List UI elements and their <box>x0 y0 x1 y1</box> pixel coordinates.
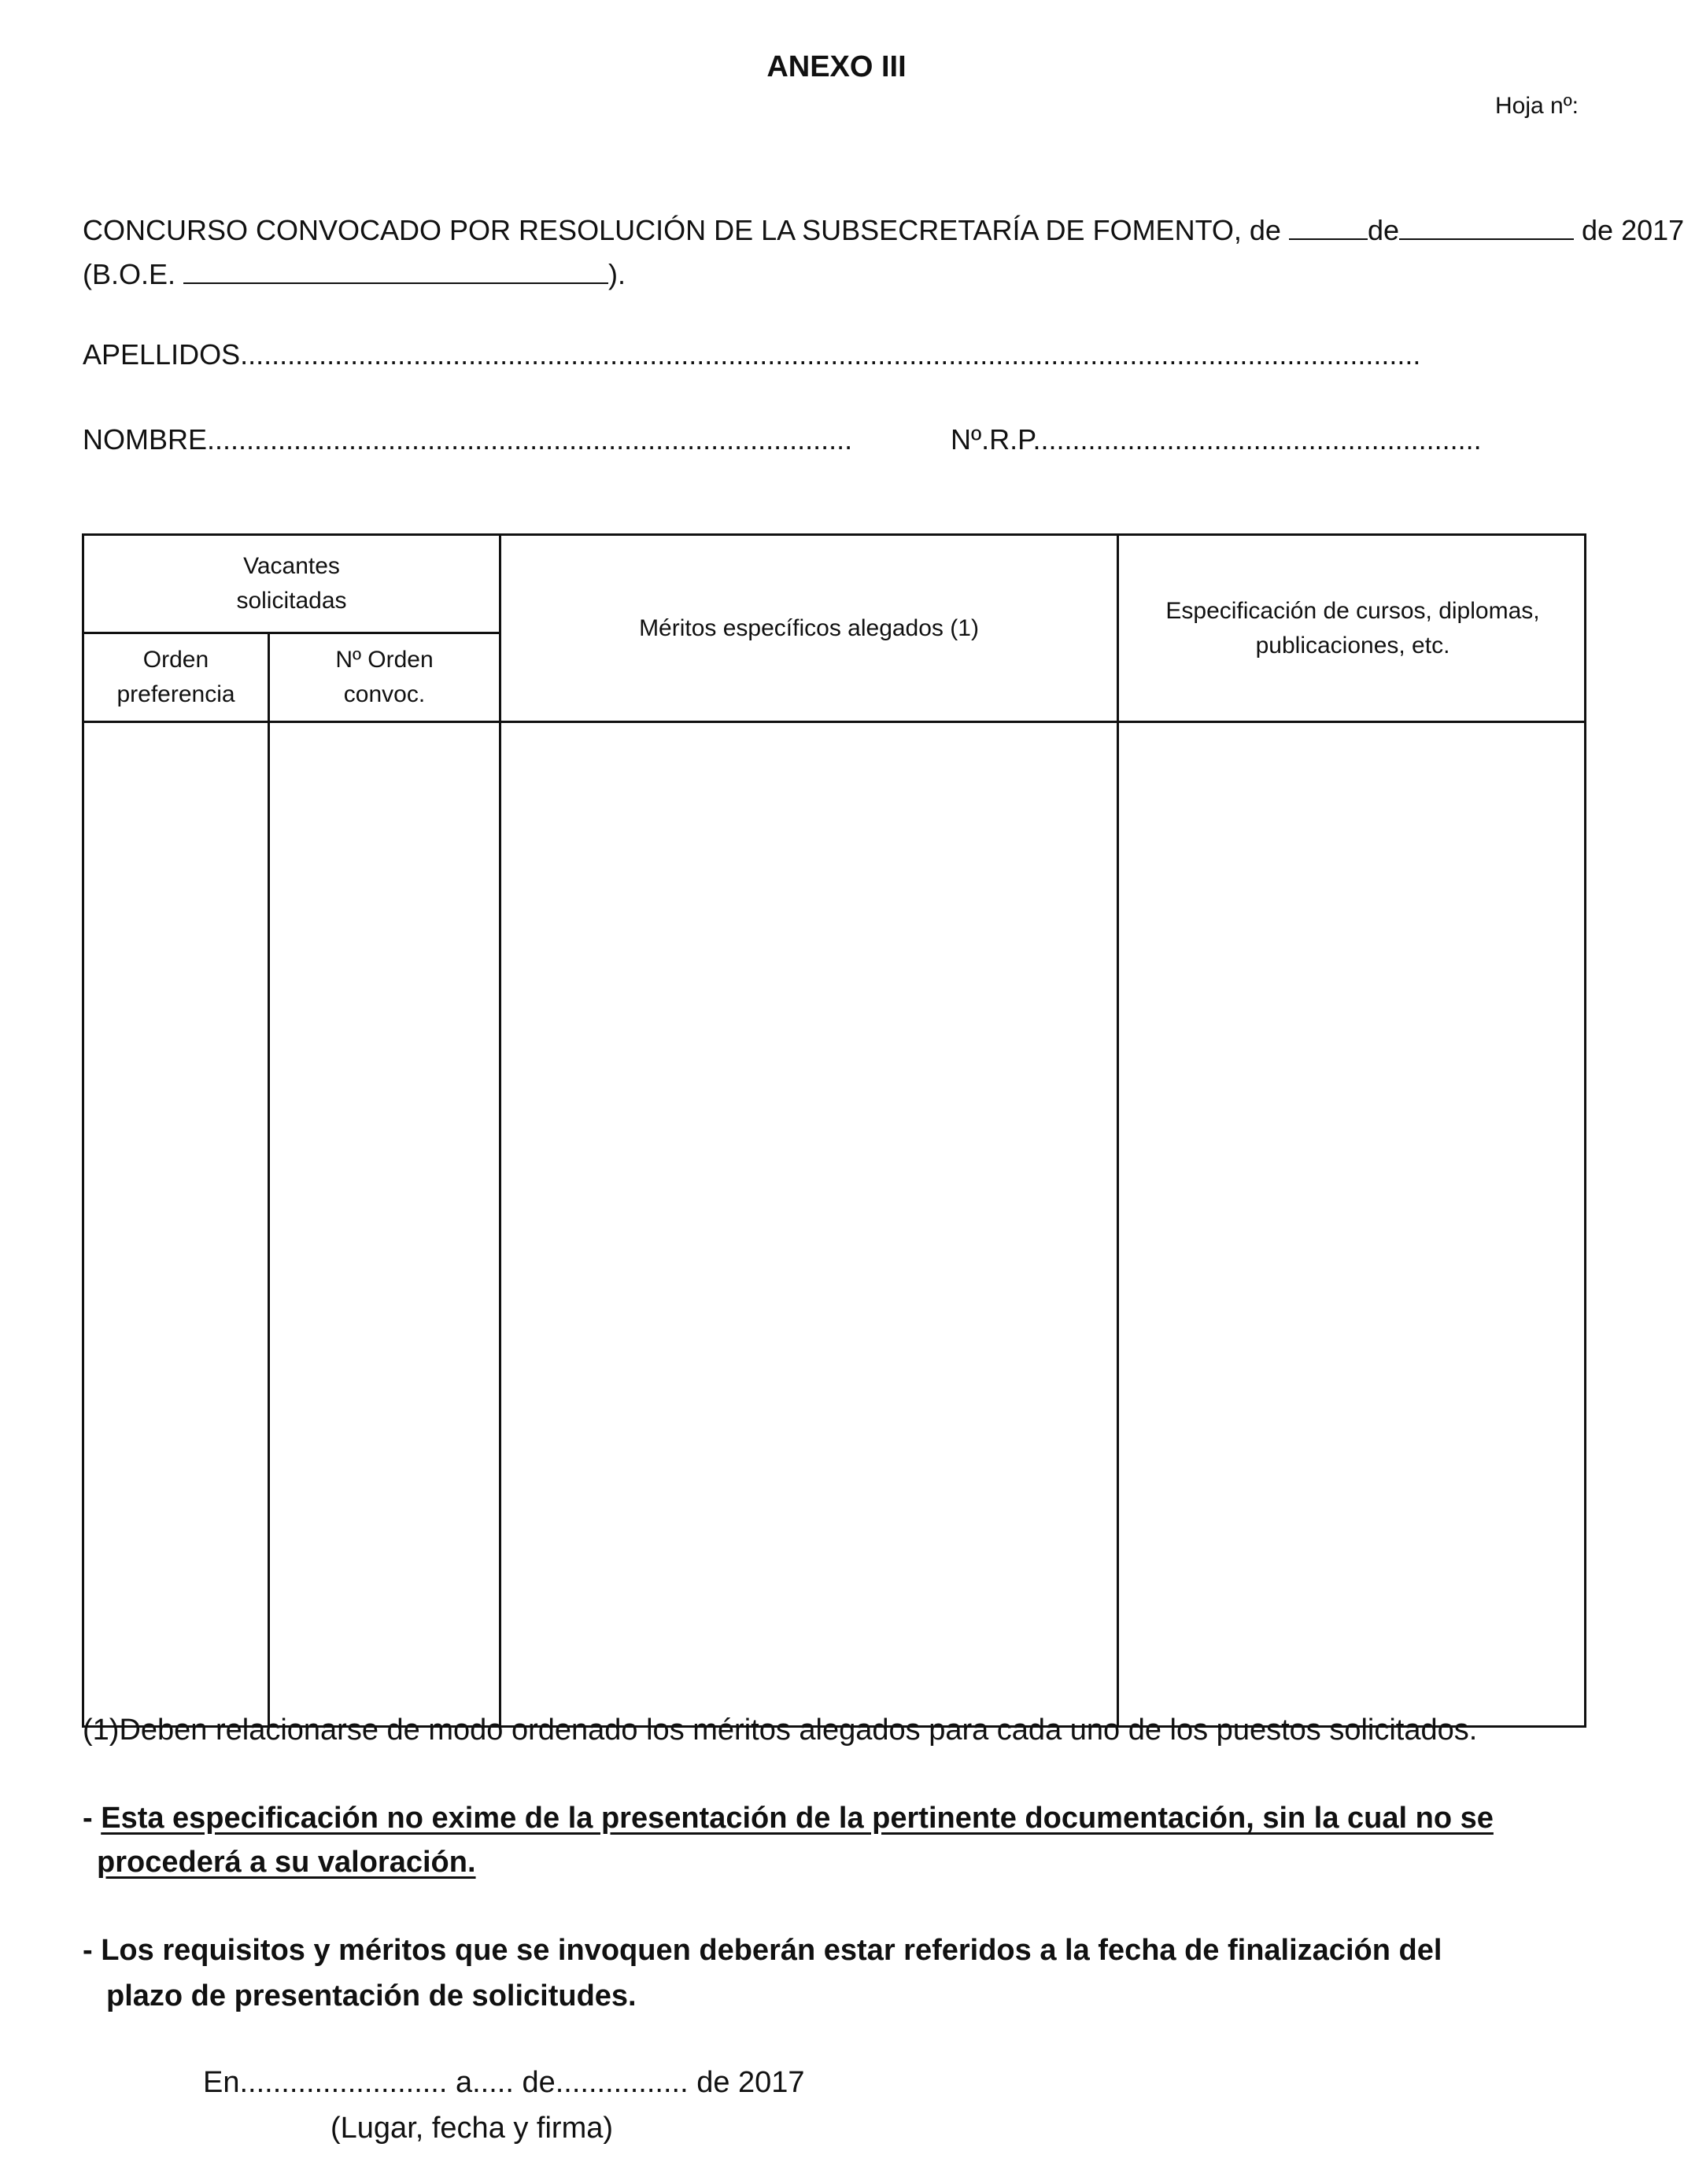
de-label: de <box>1367 214 1400 246</box>
place-date-line[interactable]: En......................... a..... de................ de 2017 <box>203 2066 805 2099</box>
meritos-column[interactable] <box>501 723 1117 1725</box>
note-2-line-2: plazo de presentación de solicitudes. <box>106 1979 637 2012</box>
header-vacantes: Vacantes solicitadas <box>236 553 347 614</box>
year-label: de 2017 <box>1582 214 1684 246</box>
especificacion-column[interactable] <box>1119 723 1586 1725</box>
document-title: ANEXO III <box>766 50 907 83</box>
orden-preferencia-column[interactable] <box>84 723 268 1725</box>
apellidos-field[interactable]: APELLIDOS...................................................................................................................................................... <box>83 338 1421 371</box>
note-2-line-1: - Los requisitos y méritos que se invoquen deberán estar referidos a la fecha de finalización del <box>83 1934 1442 1967</box>
n-orden-column[interactable] <box>270 723 499 1725</box>
boe-label: (B.O.E. <box>83 258 176 290</box>
convocatoria-line-2 <box>83 258 626 291</box>
meritos-table <box>82 533 1586 1728</box>
header-n-orden: Nº Orden convoc. <box>335 647 434 707</box>
signature-caption: (Lugar, fecha y firma) <box>331 2112 614 2145</box>
nombre-field[interactable]: NOMBRE.................................................................................. <box>83 423 853 456</box>
day-blank[interactable] <box>1289 215 1368 240</box>
header-meritos: Méritos específicos alegados (1) <box>639 614 979 641</box>
month-blank[interactable] <box>1399 215 1574 240</box>
footnote: (1)Deben relacionarse de modo ordenado los méritos alegados para cada uno de los puestos solicitados. <box>83 1714 1478 1747</box>
convocatoria-line-1 <box>83 214 1684 247</box>
convocatoria-text: CONCURSO CONVOCADO POR RESOLUCIÓN DE LA SUBSECRETARÍA DE FOMENTO, de <box>83 214 1281 246</box>
header-orden-preferencia: Orden preferencia <box>116 647 235 707</box>
nrp-field[interactable]: Nº.R.P......................................................... <box>951 423 1482 456</box>
note-1-text: Esta especificación no exime de la presentación de la pertinente documentación, sin la cual no se <box>101 1802 1494 1835</box>
boe-close: ). <box>608 258 626 290</box>
note-1-line-2: procederá a su valoración. <box>97 1846 476 1879</box>
header-especificacion: Especificación de cursos, diplomas, publicaciones, etc. <box>1165 597 1540 659</box>
note-1-line-1 <box>83 1802 1494 1835</box>
boe-blank[interactable] <box>183 259 608 284</box>
sheet-number-label: Hoja nº: <box>1494 93 1579 119</box>
note-1-dash: - <box>83 1802 93 1835</box>
